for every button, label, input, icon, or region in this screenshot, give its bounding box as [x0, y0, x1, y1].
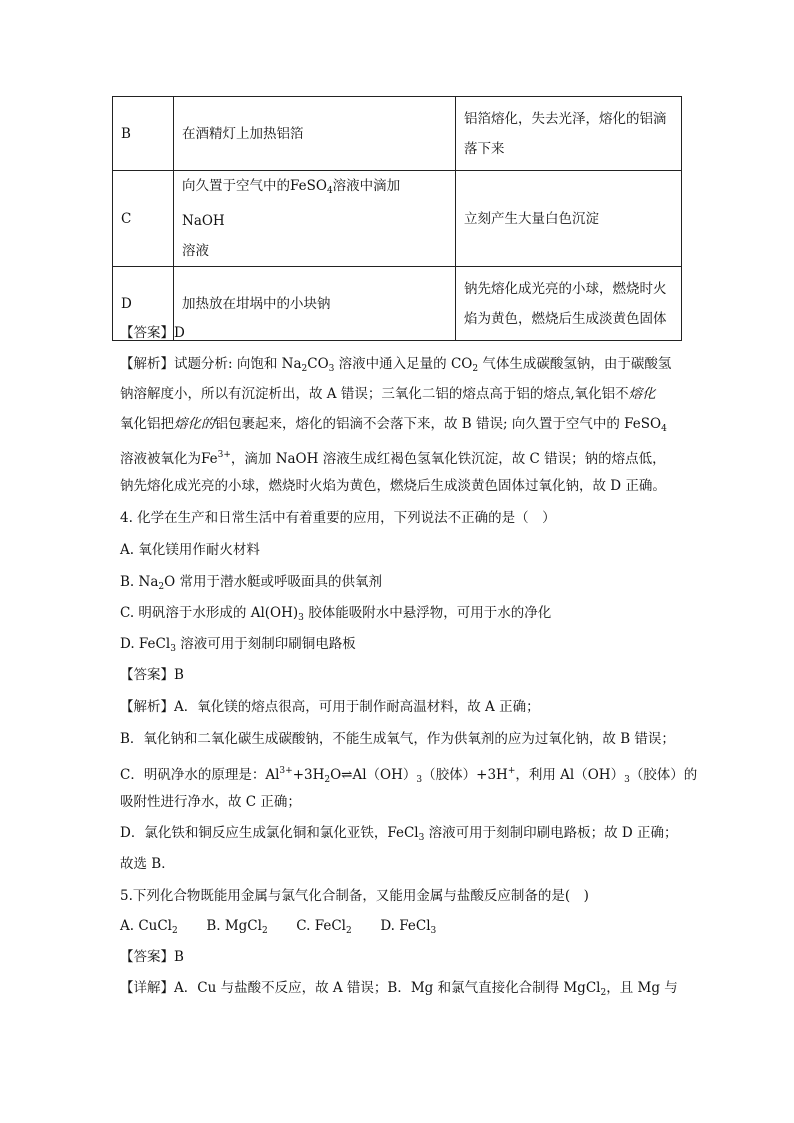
table-row — [113, 97, 682, 171]
subscript: 4 — [326, 186, 333, 196]
text: +3H — [292, 767, 325, 783]
q4-option-d — [120, 634, 356, 659]
table-row — [113, 171, 682, 267]
text: 钠溶解度小，所以有沉淀析出，故 A 错误；三氧化二铝的熔点高于铝的熔点,氧化铝不 — [120, 386, 629, 402]
superscript: 3+ — [279, 766, 293, 776]
text: 溶液可用于刻制印刷铜电路板 — [175, 636, 356, 652]
q5-answer: 【答案】B — [120, 949, 184, 965]
q4-answer: 【答案】B — [120, 667, 184, 683]
text: B. Na — [120, 574, 159, 590]
subscript: 3 — [430, 926, 437, 936]
text: 溶液被氧化为Fe — [120, 451, 218, 467]
q4-option-b — [120, 572, 382, 597]
option-cell: C — [113, 171, 174, 267]
operation-text: 向久置于空气中的FeSO — [182, 178, 327, 194]
q5-option-d — [380, 918, 436, 934]
subscript: 2 — [261, 926, 268, 936]
q4-option-a: A. 氧化镁用作耐火材料 — [120, 542, 260, 558]
text: 溶液中通入足量的 CO — [334, 356, 473, 372]
operation-cell: 在酒精灯上加热铝箔 — [174, 97, 456, 171]
subscript: 2 — [172, 926, 178, 936]
subscript: 2 — [158, 582, 165, 592]
italic-text: 熔化 — [628, 386, 656, 402]
text: （胶体）的 — [629, 767, 698, 783]
q4-analysis-c-cont: 吸附性进行净水，故 C 正确； — [120, 794, 301, 810]
option-cell: B — [113, 97, 174, 171]
q4-option-c — [120, 603, 551, 628]
option-cell: D — [113, 267, 174, 341]
subscript: 3 — [418, 833, 425, 843]
q3-analysis-line — [120, 384, 656, 404]
text: 胶体能吸附水中悬浮物，可用于水的净化 — [303, 605, 552, 621]
text: ，且 Mg 与 — [606, 980, 678, 996]
superscript: + — [507, 766, 516, 776]
q3-answer: 【答案】D — [120, 325, 185, 341]
text: C．明矾净水的原理是：Al — [120, 767, 280, 783]
q5-option-b — [206, 918, 267, 934]
q3-analysis-line — [120, 354, 671, 379]
q5-stem: 5.下列化合物既能用金属与氯气化合制备，又能用金属与盐酸反应制备的是( ) — [120, 888, 589, 904]
text: O⇌Al（OH） — [330, 767, 417, 783]
subscript: 4 — [661, 424, 667, 434]
text: 【解析】试题分析: 向饱和 Na — [120, 356, 302, 372]
subscript: 3 — [170, 644, 176, 654]
experiment-table — [112, 96, 682, 341]
subscript: 2 — [301, 364, 308, 374]
phenomenon-line: 铝箔熔化，失去光泽，熔化的铝滴 — [464, 110, 667, 127]
text: 【详解】A．Cu 与盐酸不反应，故 A 错误；B．Mg 和氯气直接化合制得 MgCl — [120, 980, 601, 996]
text: C. 明矾溶于水形成的 Al(OH) — [120, 605, 299, 621]
q4-analysis-d — [120, 823, 678, 848]
subscript: 2 — [324, 775, 331, 785]
subscript: 3 — [624, 775, 630, 785]
q3-analysis-line — [120, 445, 666, 469]
q5-options — [120, 916, 436, 941]
operation-cell: 加热放在坩埚中的小块钠 — [174, 267, 456, 341]
phenomenon-line: 焰为黄色，燃烧后生成淡黄色固体 — [464, 310, 667, 327]
q4-analysis-c — [120, 761, 697, 790]
text: （胶体）+3H — [422, 767, 508, 783]
subscript: 3 — [328, 364, 335, 374]
operation-line: 溶液 — [182, 243, 209, 259]
text: 氧化铝把 — [120, 416, 174, 432]
text: 气体生成碳酸氢钠，由于碳酸氢 — [478, 356, 672, 372]
phenomenon-line: 落下来 — [464, 140, 505, 157]
phenomenon-line: 钠先熔化成光亮的小球，燃烧时火 — [464, 280, 667, 297]
subscript: 2 — [346, 926, 352, 936]
operation-text: 溶液中滴加 NaOH — [182, 178, 401, 229]
text: B. MgCl — [206, 918, 262, 934]
text: A. CuCl — [120, 918, 173, 934]
operation-line — [182, 171, 447, 236]
table-row — [113, 267, 682, 341]
q4-stem: 4. 化学在生产和日常生活中有着重要的应用，下列说法不正确的是（ ） — [120, 510, 556, 526]
subscript: 3 — [298, 613, 304, 623]
text: D. FeCl — [120, 636, 171, 652]
phenomenon-cell: 立刻产生大量白色沉淀 — [456, 171, 682, 267]
operation-cell — [174, 171, 456, 267]
phenomenon-cell — [456, 97, 682, 171]
q3-analysis-line — [120, 414, 667, 439]
subscript: 2 — [472, 364, 479, 374]
text: CO — [307, 356, 329, 372]
text: ，滴加 NaOH 溶液生成红褐色氢氧化铁沉淀，故 C 错误；钠的熔点低， — [230, 451, 666, 467]
q3-analysis-line: 钠先熔化成光亮的小球，燃烧时火焰为黄色，燃烧后生成淡黄色固体过氧化钠，故 D 正确。 — [120, 478, 666, 494]
text: D．氯化铁和铜反应生成氯化铜和氯化亚铁，FeCl — [120, 825, 419, 841]
text: C. FeCl — [296, 918, 346, 934]
subscript: 3 — [416, 775, 423, 785]
phenomenon-cell — [456, 267, 682, 341]
text: D. FeCl — [380, 918, 431, 934]
superscript: 3+ — [217, 450, 231, 460]
q4-conclusion: 故选 B． — [120, 856, 175, 872]
text: 铝包裹起来，熔化的铝滴不会落下来，故 B 错误; 向久置于空气中的 FeSO — [214, 416, 662, 432]
q4-analysis-b: B．氧化钠和二氧化碳生成碳酸钠，不能生成氧气，作为供氧剂的应为过氧化钠，故 B 错误； — [120, 731, 675, 747]
q5-detail — [120, 978, 678, 1003]
q5-option-a — [120, 918, 178, 934]
italic-text: 熔化的 — [174, 416, 215, 432]
text: 溶液可用于刻制印刷电路板；故 D 正确； — [424, 825, 678, 841]
subscript: 2 — [600, 988, 607, 998]
q5-option-c — [296, 918, 351, 934]
q4-analysis-a: 【解析】A．氧化镁的熔点很高，可用于制作耐高温材料，故 A 正确； — [120, 699, 540, 715]
text: O 常用于潜水艇或呼吸面具的供氧剂 — [164, 574, 382, 590]
text: ，利用 Al（OH） — [515, 767, 625, 783]
